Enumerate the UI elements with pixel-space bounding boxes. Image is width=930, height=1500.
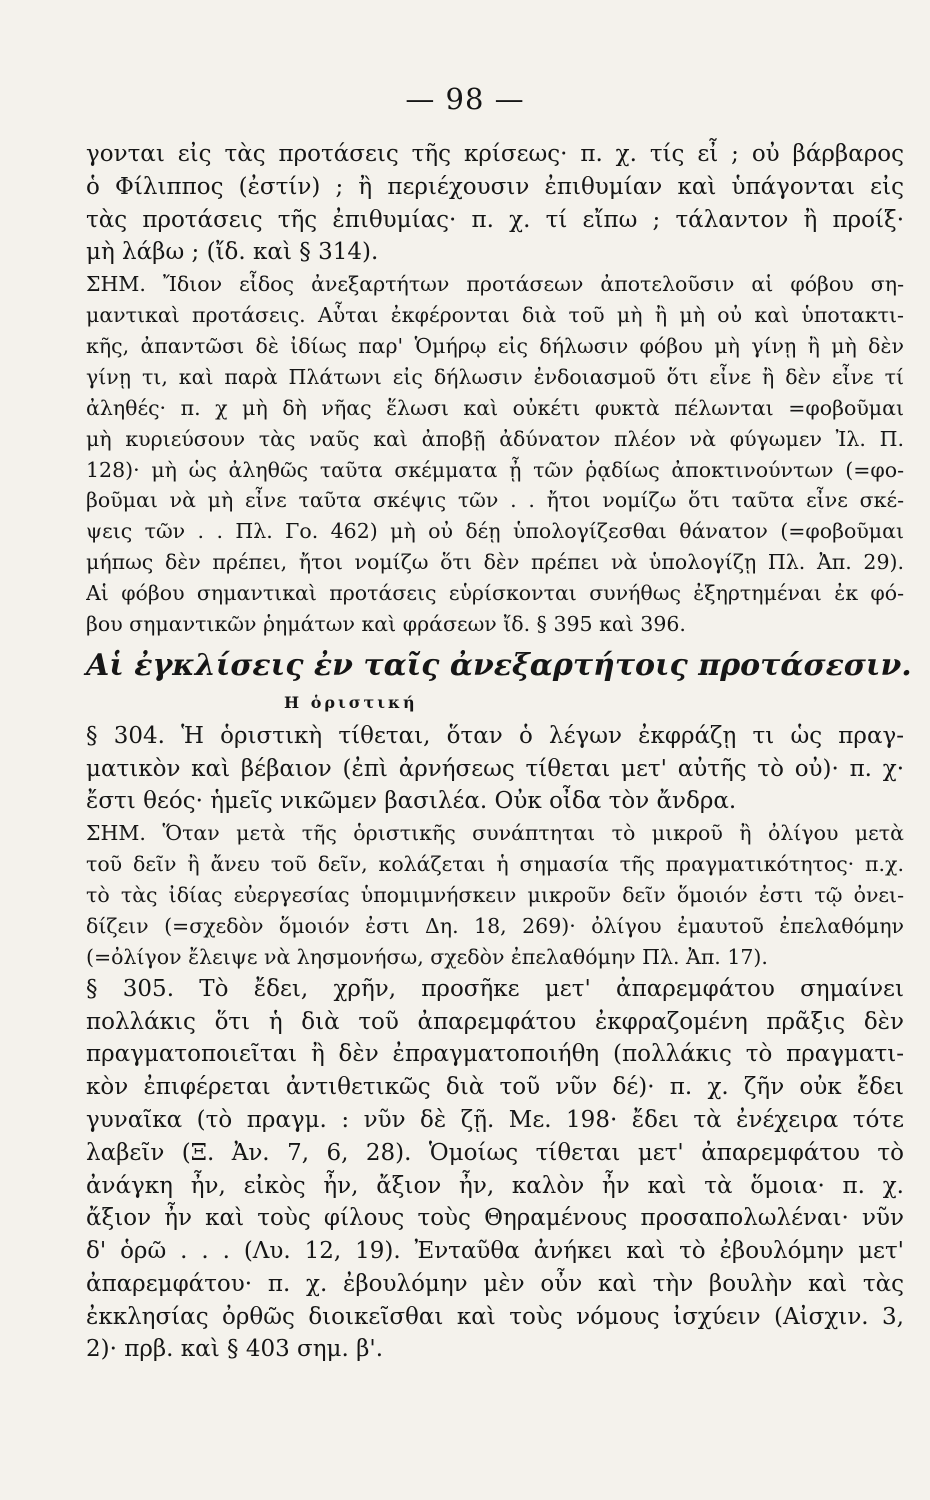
text-line: § 305. Τὸ ἔδει, χρῆν, προσῆκε μετ' ἀπαρεμφάτου σημαίνει [86,975,904,1002]
text-line: ἄξιον ἦν καὶ τοὺς φίλους τοὺς Θηραμένους προσαπολωλέναι· νῦν [86,1205,904,1232]
page-body [86,138,912,1366]
text-line: γυναῖκα (τὸ πραγμ. : νῦν δὲ ζῇ. Με. 198· ἔδει τὰ ἐνέχειρα τότε [86,1106,904,1133]
text-line: πολλάκις ὅτι ἡ διὰ τοῦ ἀπαρεμφάτου ἐκφραζομένη πρᾶξις δὲν [86,1008,904,1035]
note-line: μαντικαὶ προτάσεις. Αὗται ἐκφέρονται διὰ τοῦ μὴ ἢ μὴ οὐ καὶ ὑποτακτι- [86,303,904,328]
note-line: βοῦμαι νὰ μὴ εἶνε ταῦτα σκέψις τῶν . . ἤτοι νομίζω ὅτι ταῦτα εἶνε σκέ- [86,488,904,513]
text-line: 2)· πρβ. καὶ § 403 σημ. β'. [86,1336,384,1363]
note-line: γίνῃ τι, καὶ παρὰ Πλάτωνι εἰς δήλωσιν ἐνδοιασμοῦ ὅτι εἶνε ἢ δὲν εἶνε τί [86,364,904,389]
section-305 [86,973,904,1367]
text-line: πραγματοποιεῖται ἢ δὲν ἐπραγματοποιήθη (πολλάκις τὸ πραγματι- [86,1041,904,1068]
text-line: δ' ὁρῶ . . . (Λυ. 12, 19). Ἐνταῦθα ἀνήκει καὶ τὸ ἐβουλόμην μετ' [86,1238,904,1265]
note-line: μὴ κυριεύσουν τὰς ναῦς καὶ ἀποβῇ ἀδύνατον πλέον νὰ φύγωμεν Ἰλ. Π. [86,426,904,451]
note-line: βου σημαντικῶν ῥημάτων καὶ φράσεων ἴδ. § 395 καὶ 396. [86,611,686,636]
text-line: μὴ λάβω ; (ἴδ. καὶ § 314). [86,239,379,266]
text-line: κὸν ἐπιφέρεται ἀντιθετικῶς διὰ τοῦ νῦν δέ)· π. χ. ζῆν οὐκ ἔδει [86,1074,904,1101]
note-line: ἀληθές· π. χ μὴ δὴ νῆας ἕλωσι καὶ οὐκέτι φυκτὰ πέλωνται =φοβοῦμαι [86,395,904,420]
note-line: τὸ τὰς ἰδίας εὐεργεσίας ὑπομιμνήσκειν μικροῦν δεῖν ὅμοιόν ἐστι τῷ ὀνει- [86,883,904,908]
section-304 [86,720,904,818]
text-line: ἀπαρεμφάτου· π. χ. ἐβουλόμην μὲν οὖν καὶ τὴν βουλὴν καὶ τὰς [86,1270,904,1297]
text-line: γονται εἰς τὰς προτάσεις τῆς κρίσεως· π. χ. τίς εἶ ; οὐ βάρβαρος [86,141,904,167]
note-line: τοῦ δεῖν ἢ ἄνευ τοῦ δεῖν, κολάζεται ἡ σημασία τῆς πραγματικότητος· π.χ. [86,852,904,877]
text-line: ἐκκλησίας ὀρθῶς διοικεῖσθαι καὶ τοὺς νόμους ἰσχύειν (Αἰσχιν. 3, [86,1303,904,1330]
section-heading: Αἱ ἐγκλίσεις ἐν ταῖς ἀνεξαρτήτοις προτάσεσιν. [86,647,912,683]
note-line: μήπως δὲν πρέπει, ἤτοι νομίζω ὅτι δὲν πρέπει νὰ ὑπολογίζῃ Πλ. Ἀπ. 29). [86,550,904,575]
subsection-heading: Η ὁριστική [284,692,418,712]
text-line: τὰς προτάσεις τῆς ἐπιθυμίας· π. χ. τί εἴπω ; τάλαντον ἢ προίξ· [86,206,904,233]
text-line: ἔστι θεός· ἡμεῖς νικῶμεν βασιλέα. Οὐκ οἶδα τὸν ἄνδρα. [86,788,737,815]
note-line: (=ὀλίγον ἔλειψε νὰ λησμονήσω, σχεδὸν ἐπελαθόμην Πλ. Ἀπ. 17). [86,944,768,969]
note-line: ψεις τῶν . . Πλ. Γο. 462) μὴ οὐ δέῃ ὑπολογίζεσθαι θάνατον (=φοβοῦμαι [86,519,904,544]
note-line: 128)· μὴ ὡς ἀληθῶς ταῦτα σκέμματα ᾖ τῶν ῥᾳδίως ἀποκτινούντων (=φο- [86,457,904,482]
text-line: ἀνάγκη ἦν, εἰκὸς ἦν, ἄξιον ἦν, καλὸν ἦν καὶ τὰ ὅμοια· π. χ. [86,1172,904,1199]
note-line: κῆς, ἀπαντῶσι δὲ ἰδίως παρ' Ὁμήρῳ εἰς δήλωσιν φόβου μὴ γίνῃ ἢ μὴ δὲν [86,333,904,358]
text-line: ματικὸν καὶ βέβαιον (ἐπὶ ἀρνήσεως τίθεται μετ' αὐτῆς τὸ οὐ)· π. χ· [86,755,904,782]
text-line: ὁ Φίλιππος (ἐστίν) ; ἢ περιέχουσιν ἐπιθυμίαν καὶ ὑπάγονται εἰς [86,173,904,200]
note-indicative [86,818,904,972]
note-fear-clauses [86,269,904,640]
text-line: § 304. Ἡ ὁριστικὴ τίθεται, ὅταν ὁ λέγων ἐκφράζῃ τι ὡς πραγ- [86,722,904,749]
note-line: δίζειν (=σχεδὸν ὅμοιόν ἐστι Δη. 18, 269)· ὀλίγου ἐμαυτοῦ ἐπελαθόμην [86,913,904,938]
paragraph-continuation [86,138,904,269]
page-number: — 98 — [405,82,525,116]
text-line: λαβεῖν (Ξ. Ἀν. 7, 6, 28). Ὁμοίως τίθεται μετ' ἀπαρεμφάτου τὸ [86,1139,904,1166]
note-line: ΣΗΜ. Ὅταν μετὰ τῆς ὁριστικῆς συνάπτηται τὸ μικροῦ ἢ ὀλίγου μετὰ [86,821,904,846]
note-line: ΣΗΜ. Ἴδιον εἶδος ἀνεξαρτήτων προτάσεων ἀποτελοῦσιν αἱ φόβου ση- [86,272,904,297]
note-line: Αἱ φόβου σημαντικαὶ προτάσεις εὑρίσκονται συνήθως ἐξηρτημέναι ἐκ φό- [86,581,904,606]
